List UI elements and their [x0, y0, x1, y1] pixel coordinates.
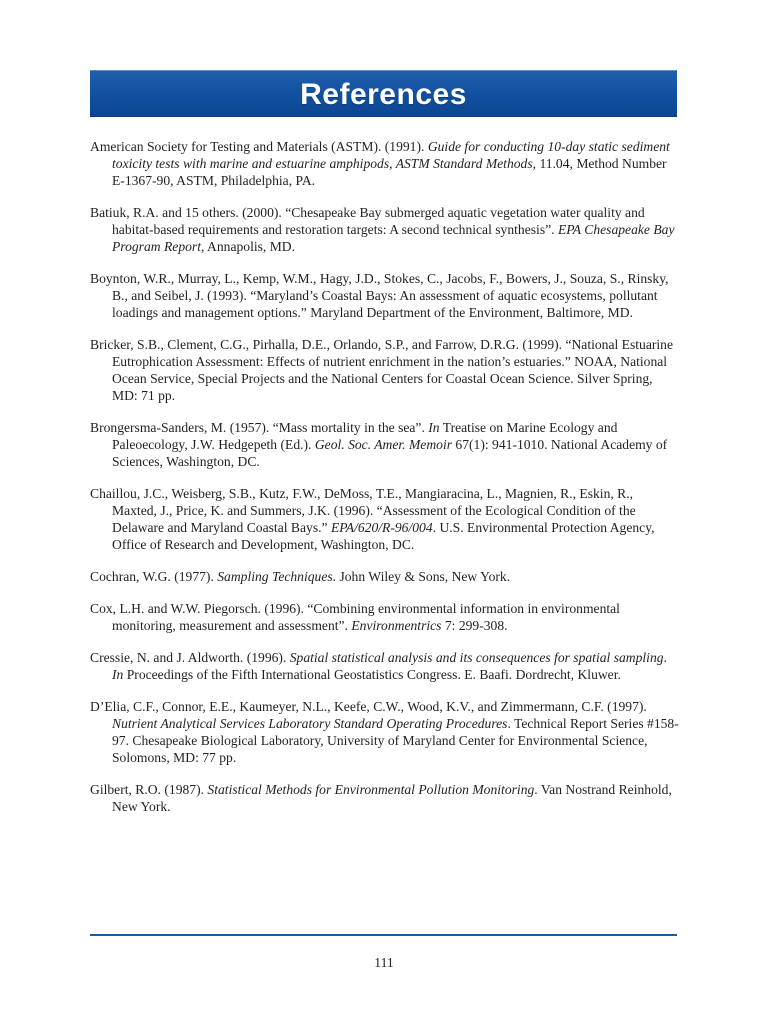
reference-entry-cochran	[90, 568, 680, 585]
reference-text: American Society for Testing and Materials (ASTM). (1991).	[90, 139, 428, 154]
reference-text: . John Wiley & Sons, New York.	[332, 569, 511, 584]
reference-italic-text: EPA/620/R-96/004	[330, 520, 433, 535]
reference-text: . U.S. Environmental Protection Agency, Office of Research and Development, Washington, DC.	[112, 520, 655, 552]
reference-text: 67(1): 941-1010. National Academy of Sciences, Washington, DC.	[112, 437, 668, 469]
reference-text: Brongersma-Sanders, M. (1957). “Mass mortality in the sea”.	[90, 420, 429, 435]
reference-italic-text: In	[112, 667, 124, 682]
reference-text: , Annapolis, MD.	[200, 239, 296, 254]
reference-entry-cressie	[90, 649, 680, 683]
reference-italic-text: Sampling Techniques	[217, 569, 333, 584]
reference-italic-text: Geol. Soc. Amer. Memoir	[314, 437, 453, 452]
reference-entry-chaillou	[90, 485, 680, 553]
reference-text: Treatise on Marine Ecology and Paleoecology, J.W. Hedgepeth (Ed.).	[112, 420, 618, 452]
footer-divider	[90, 934, 677, 936]
page-title: References	[300, 77, 467, 111]
reference-italic-text: EPA Chesapeake Bay Program Report	[112, 222, 675, 254]
section-header-banner	[90, 70, 677, 117]
reference-text: 7: 299-308.	[441, 618, 508, 633]
reference-text: Cox, L.H. and W.W. Piegorsch. (1996). “Combining environmental information in environmental monitoring, measurement and assessment”.	[90, 601, 620, 633]
reference-text: Chaillou, J.C., Weisberg, S.B., Kutz, F.W., DeMoss, T.E., Mangiaracina, L., Magnien, R., Eskin, R., Maxted, J., Price, K. and Summers, J.K. (1996). “Assessment of the Ecological Condition of the Delaware and Maryland Coastal Bays.”	[90, 486, 636, 535]
reference-italic-text: Environmentrics	[351, 618, 442, 633]
reference-entry-brongersma	[90, 419, 680, 470]
reference-italic-text: In	[428, 420, 440, 435]
reference-text: . Van Nostrand Reinhold, New York.	[112, 782, 672, 814]
reference-italic-text: Nutrient Analytical Services Laboratory Standard Operating Procedures	[112, 716, 508, 731]
reference-text: Bricker, S.B., Clement, C.G., Pirhalla, D.E., Orlando, S.P., and Farrow, D.R.G. (1999). “National Estuarine Eutrophication Assessment: Effects of nutrient enrichment in the nation’s estuaries.” NOAA, National Ocean Service, Special Projects and the National Centers for Coastal Ocean Science. Silver Spring, MD: 71 pp.	[90, 337, 674, 403]
reference-text: Batiuk, R.A. and 15 others. (2000). “Chesapeake Bay submerged aquatic vegetation water quality and habitat-based requirements and restoration targets: A second technical synthesis”.	[90, 205, 645, 237]
reference-entry-batiuk	[90, 204, 680, 255]
page-number: 111	[374, 955, 394, 970]
reference-text: D’Elia, C.F., Connor, E.E., Kaumeyer, N.L., Keefe, C.W., Wood, K.V., and Zimmermann, C.F. (1997).	[90, 699, 647, 714]
reference-text: , 11.04, Method Number E-1367-90, ASTM, Philadelphia, PA.	[112, 156, 667, 188]
reference-text: .	[663, 650, 667, 665]
reference-text: . Technical Report Series #158-97. Chesapeake Biological Laboratory, University of Maryland Center for Environmental Science, Solomons, MD: 77 pp.	[112, 716, 679, 765]
reference-text: Boynton, W.R., Murray, L., Kemp, W.M., Hagy, J.D., Stokes, C., Jacobs, F., Bowers, J., Souza, S., Rinsky, B., and Seibel, J. (1993). “Maryland’s Coastal Bays: An assessment of aquatic ecosystems, pollutant loadings and management options.” Maryland Department of the Environment, Baltimore, MD.	[90, 271, 669, 320]
reference-text: Cressie, N. and J. Aldworth. (1996).	[90, 650, 290, 665]
reference-text: Cochran, W.G. (1977).	[90, 569, 218, 584]
reference-text: Gilbert, R.O. (1987).	[90, 782, 208, 797]
reference-list	[90, 138, 680, 830]
reference-entry-delia	[90, 698, 680, 766]
reference-entry-cox	[90, 600, 680, 634]
reference-entry-boynton	[90, 270, 680, 321]
reference-entry-bricker	[90, 336, 680, 404]
reference-italic-text: Statistical Methods for Environmental Pollution Monitoring	[207, 782, 535, 797]
reference-entry-astm	[90, 138, 680, 189]
reference-italic-text: Spatial statistical analysis and its consequences for spatial sampling	[289, 650, 664, 665]
reference-text: Proceedings of the Fifth International Geostatistics Congress. E. Baafi. Dordrecht, Kluwer.	[123, 667, 621, 682]
reference-entry-gilbert	[90, 781, 680, 815]
reference-italic-text: Guide for conducting 10-day static sediment toxicity tests with marine and estuarine amphipods, ASTM Standard Methods	[112, 139, 670, 171]
